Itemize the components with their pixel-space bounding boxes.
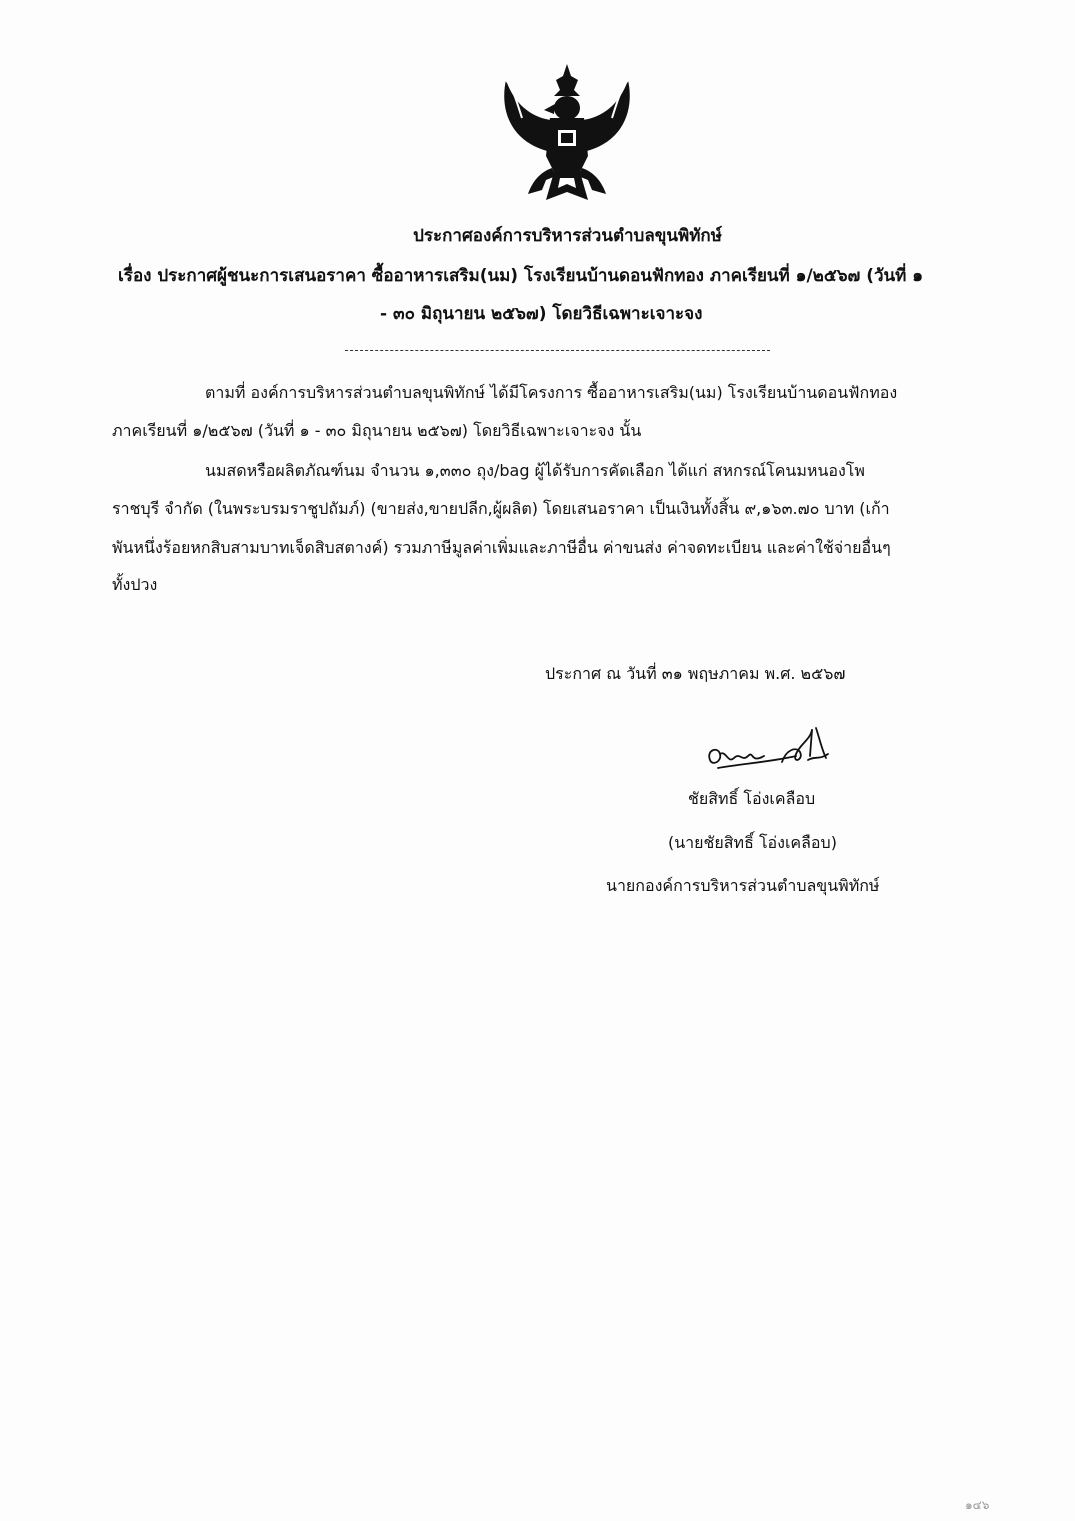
signer-full-name: (นายชัยสิทธิ์ โอ่งเคลือบ) xyxy=(668,833,837,852)
subject-line-2: - ๓๐ มิถุนายน ๒๕๖๗) โดยวิธีเฉพาะเจาะจง xyxy=(380,304,703,324)
divider xyxy=(345,350,770,351)
body-line-1: ตามที่ องค์การบริหารส่วนตำบลขุนพิทักษ์ ได้มีโครงการ ซื้ออาหารเสริม(นม) โรงเรียนบ้านดอนฟักทอง xyxy=(205,383,898,402)
garuda-emblem-icon xyxy=(492,60,642,210)
signer-position: นายกองค์การบริหารส่วนตำบลขุนพิทักษ์ xyxy=(606,876,880,895)
body-line-2: ภาคเรียนที่ ๑/๒๕๖๗ (วันที่ ๑ - ๓๐ มิถุนายน ๒๕๖๗) โดยวิธีเฉพาะเจาะจง นั้น xyxy=(112,421,642,440)
signer-name: ชัยสิทธิ์ โอ่งเคลือบ xyxy=(688,789,816,808)
body-line-3: นมสดหรือผลิตภัณฑ์นม จำนวน ๑,๓๓๐ ถุง/bag ผู้ได้รับการคัดเลือก ได้แก่ สหกรณ์โคนมหนองโพ xyxy=(205,461,865,480)
body-line-5: พันหนึ่งร้อยหกสิบสามบาทเจ็ดสิบสตางค์) รวมภาษีมูลค่าเพิ่มและภาษีอื่น ค่าขนส่ง ค่าจดทะเบียน และค่าใช้จ่ายอื่นๆ xyxy=(112,538,891,557)
body-line-4: ราชบุรี จำกัด (ในพระบรมราชูปถัมภ์) (ขายส่ง,ขายปลีก,ผู้ผลิต) โดยเสนอราคา เป็นเงินทั้งสิ้น ๙,๑๖๓.๗๐ บาท (เก้า xyxy=(112,499,890,518)
handwritten-signature-icon xyxy=(700,720,840,780)
announcement-title: ประกาศองค์การบริหารส่วนตำบลขุนพิทักษ์ xyxy=(413,226,722,246)
page-number: ๑๔๖ xyxy=(965,1498,990,1512)
announcement-date: ประกาศ ณ วันที่ ๓๑ พฤษภาคม พ.ศ. ๒๕๖๗ xyxy=(545,664,846,683)
subject-line-1: เรื่อง ประกาศผู้ชนะการเสนอราคา ซื้ออาหารเสริม(นม) โรงเรียนบ้านดอนฟักทอง ภาคเรียนที่ ๑/๒๕๖๗ (วันที่ ๑ xyxy=(118,266,924,286)
body-line-6: ทั้งปวง xyxy=(112,575,158,594)
